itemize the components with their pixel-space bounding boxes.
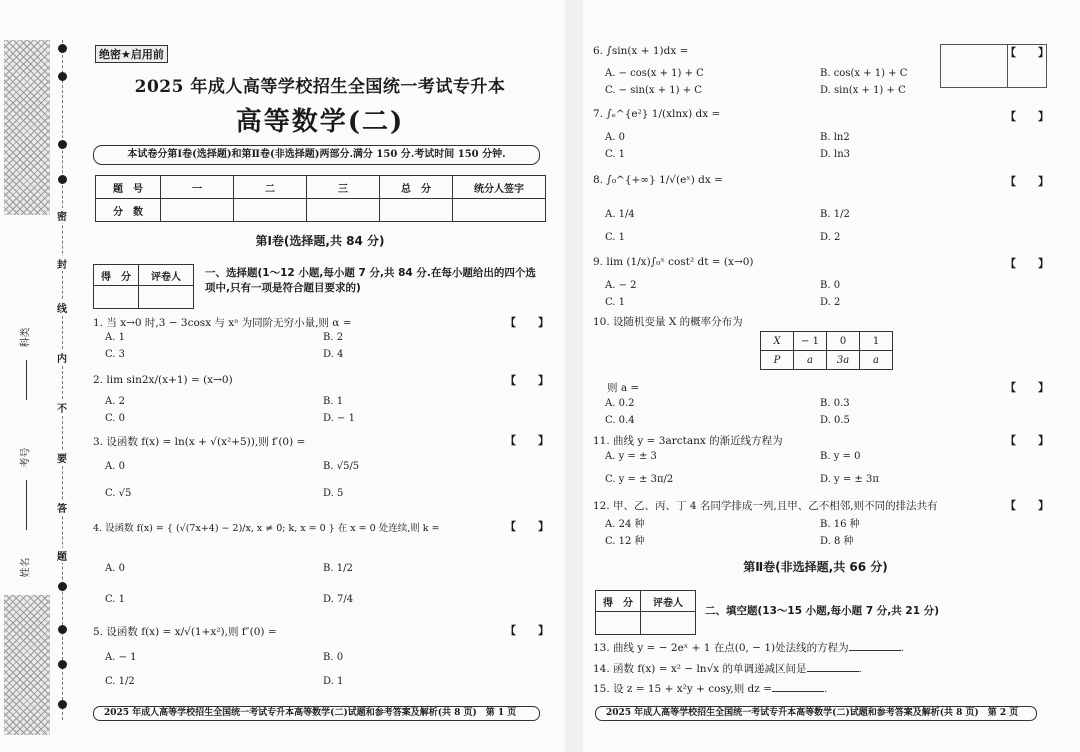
prob-cell: a xyxy=(794,351,827,370)
option: B. 1/2 xyxy=(323,563,353,574)
answer-blank[interactable] xyxy=(772,691,824,692)
option: D. 4 xyxy=(323,349,344,360)
binding-hole xyxy=(58,140,67,149)
option: B. y = 0 xyxy=(820,451,861,462)
option: B. 1 xyxy=(323,396,344,407)
question-stem: 9. lim (1/x)∫₀ˣ cost² dt = (x→0) xyxy=(593,256,754,268)
option: D. 5 xyxy=(323,488,344,499)
binding-hole xyxy=(58,72,67,81)
grader-person-label: 评卷人 xyxy=(641,591,696,612)
grader-box-1 xyxy=(93,264,194,309)
grader-score-cell[interactable] xyxy=(94,286,139,309)
grader-score-cell[interactable] xyxy=(596,612,641,635)
option: D. sin(x + 1) + C xyxy=(820,85,906,96)
binding-char: 封 xyxy=(57,256,67,271)
confidential-label: 绝密★启用前 xyxy=(95,45,168,63)
volume-1-title: 第Ⅰ卷(选择题,共 84 分) xyxy=(255,234,385,248)
score-header: 总 分 xyxy=(380,176,453,199)
answer-blank[interactable] xyxy=(807,671,859,672)
option: C. y = ± 3π/2 xyxy=(605,474,674,485)
section-2-header: 二、填空题(13～15 小题,每小题 7 分,共 21 分) xyxy=(705,605,939,617)
option: B. √5/5 xyxy=(323,461,360,472)
fill-stem: 13. 曲线 y = − 2eˣ + 1 在点(0, − 1)处法线的方程为 xyxy=(593,642,849,654)
answer-bracket[interactable]: 【 】 xyxy=(1005,110,1049,123)
grader-score-label: 得 分 xyxy=(94,265,139,286)
option: D. 1 xyxy=(323,676,344,687)
prob-cell: 1 xyxy=(860,332,893,351)
question-stem: 3. 设函数 f(x) = ln(x + √(x²+5)),则 f′(0) = xyxy=(93,436,306,448)
binding-line-1 xyxy=(26,360,27,400)
binding-char: 要 xyxy=(57,450,67,465)
score-cell[interactable] xyxy=(307,199,380,222)
prob-cell: a xyxy=(860,351,893,370)
option: C. 0 xyxy=(105,413,126,424)
score-cell[interactable] xyxy=(453,199,546,222)
prob-cell: X xyxy=(761,332,794,351)
option: D. − 1 xyxy=(323,413,355,424)
fill-stem: 15. 设 z = 15 + x²y + cosy,则 dz = xyxy=(593,683,772,695)
exam-subtitle: 高等数学(二) xyxy=(235,107,405,137)
answer-bracket[interactable]: 【 】 xyxy=(1005,381,1049,394)
option: C. 12 种 xyxy=(605,536,645,547)
question-then: 则 a = xyxy=(607,382,640,394)
answer-bracket[interactable]: 【 】 xyxy=(1005,46,1049,59)
option: A. − 1 xyxy=(105,652,137,663)
question-stem: 10. 设随机变量 X 的概率分布为 xyxy=(593,316,743,328)
section-1-header: 一、选择题(1～12 小题,每小题 7 分,共 84 分.在每小题给出的四个选项中,只有一项是符合题目要求的) xyxy=(205,267,536,294)
score-header: 二 xyxy=(234,176,307,199)
answer-bracket[interactable]: 【 】 xyxy=(1005,434,1049,447)
binding-hatch-bottom xyxy=(4,595,50,735)
binding-hatch-top xyxy=(4,40,50,215)
option: C. 0.4 xyxy=(605,415,635,426)
page-gutter xyxy=(565,0,583,752)
answer-bracket[interactable]: 【 】 xyxy=(1005,175,1049,188)
option: A. 24 种 xyxy=(605,519,645,530)
option: A. − 2 xyxy=(605,280,637,291)
score-header: 三 xyxy=(307,176,380,199)
score-header: 统分人签字 xyxy=(453,176,546,199)
score-cell[interactable] xyxy=(161,199,234,222)
grader-person-label: 评卷人 xyxy=(139,265,194,286)
binding-hole xyxy=(58,660,67,669)
binding-char: 内 xyxy=(57,350,67,365)
grader-person-cell[interactable] xyxy=(641,612,696,635)
page-footer-1: 2025 年成人高等学校招生全国统一考试专升本高等数学(二)试题和参考答案及解析(共 8 页) 第 1 页 xyxy=(93,706,540,721)
answer-blank[interactable] xyxy=(849,650,901,651)
fill-question: 15. 设 z = 15 + x²y + cosy,则 dz = . xyxy=(593,683,828,695)
option: C. 1 xyxy=(605,232,626,243)
option: B. 16 种 xyxy=(820,519,860,530)
exam-title: 2025 年成人高等学校招生全国统一考试专升本 xyxy=(134,77,506,97)
option: C. 3 xyxy=(105,349,126,360)
score-cell[interactable] xyxy=(380,199,453,222)
probability-table xyxy=(760,331,893,370)
option: B. 0 xyxy=(323,652,344,663)
option: A. 1 xyxy=(105,332,125,343)
answer-bracket[interactable]: 【 】 xyxy=(1005,499,1049,512)
score-row-label: 分 数 xyxy=(96,199,161,222)
answer-bracket[interactable]: 【 】 xyxy=(505,520,549,533)
option: C. 1/2 xyxy=(105,676,135,687)
option: C. 1 xyxy=(605,297,626,308)
option: B. cos(x + 1) + C xyxy=(820,68,908,79)
binding-char: 答 xyxy=(57,500,67,515)
binding-char: 密 xyxy=(57,208,67,223)
option: C. − sin(x + 1) + C xyxy=(605,85,702,96)
label-exam-no: 考号 xyxy=(20,447,32,468)
option: A. 2 xyxy=(105,396,125,407)
option: D. ln3 xyxy=(820,149,851,160)
score-header: 一 xyxy=(161,176,234,199)
option: A. 0 xyxy=(105,563,125,574)
fill-stem: 14. 函数 f(x) = x² − ln√x 的单调递减区间是 xyxy=(593,663,807,675)
option: D. 0.5 xyxy=(820,415,850,426)
answer-bracket[interactable]: 【 】 xyxy=(505,434,549,447)
answer-bracket[interactable]: 【 】 xyxy=(505,316,549,329)
option: B. 0.3 xyxy=(820,398,850,409)
score-header: 题 号 xyxy=(96,176,161,199)
answer-bracket[interactable]: 【 】 xyxy=(1005,257,1049,270)
binding-char: 线 xyxy=(57,300,67,315)
binding-hole xyxy=(58,582,67,591)
corner-box xyxy=(940,44,1008,88)
prob-cell: 0 xyxy=(827,332,860,351)
option: A. 0 xyxy=(605,132,625,143)
binding-hole xyxy=(58,625,67,634)
option: D. 7/4 xyxy=(323,594,354,605)
option: A. y = ± 3 xyxy=(605,451,657,462)
binding-hole xyxy=(58,700,67,709)
option: D. 8 种 xyxy=(820,536,854,547)
grader-score-label: 得 分 xyxy=(596,591,641,612)
question-stem: 12. 甲、乙、丙、丁 4 名同学排成一列,且甲、乙不相邻,则不同的排法共有 xyxy=(593,500,938,512)
question-stem: 6. ∫sin(x + 1)dx = xyxy=(593,45,689,57)
option: C. 1 xyxy=(105,594,126,605)
binding-hole xyxy=(58,44,67,53)
prob-cell: − 1 xyxy=(794,332,827,351)
option: C. √5 xyxy=(105,488,132,499)
option: C. 1 xyxy=(605,149,626,160)
answer-bracket[interactable]: 【 】 xyxy=(505,374,549,387)
prob-cell: P xyxy=(761,351,794,370)
option: B. 2 xyxy=(323,332,344,343)
option: D. 2 xyxy=(820,232,841,243)
option: A. 0.2 xyxy=(605,398,635,409)
option: B. 0 xyxy=(820,280,841,291)
question-stem: 4. 设函数 f(x) = { (√(7x+4) − 2)/x, x ≠ 0; k, x = 0 } 在 x = 0 处连续,则 k = xyxy=(93,523,440,534)
option: B. 1/2 xyxy=(820,209,850,220)
question-stem: 2. lim sin2x/(x+1) = (x→0) xyxy=(93,374,233,386)
option: D. 2 xyxy=(820,297,841,308)
score-table xyxy=(95,175,546,222)
binding-hole xyxy=(58,175,67,184)
option: A. − cos(x + 1) + C xyxy=(605,68,704,79)
volume-2-title: 第Ⅱ卷(非选择题,共 66 分) xyxy=(743,560,888,574)
binding-char: 题 xyxy=(57,548,67,563)
question-stem: 11. 曲线 y = 3arctanx 的渐近线方程为 xyxy=(593,435,783,447)
grader-box-2 xyxy=(595,590,696,635)
page-footer-2: 2025 年成人高等学校招生全国统一考试专升本高等数学(二)试题和参考答案及解析(共 8 页) 第 2 页 xyxy=(595,706,1037,721)
question-stem: 7. ∫ₑ^{e²} 1/(xlnx) dx = xyxy=(593,108,721,120)
option: A. 1/4 xyxy=(605,209,635,220)
fill-question: 13. 曲线 y = − 2eˣ + 1 在点(0, − 1)处法线的方程为 . xyxy=(593,642,904,654)
prob-cell: 3a xyxy=(827,351,860,370)
question-stem: 8. ∫₀^{+∞} 1/√(eˣ) dx = xyxy=(593,174,723,186)
option: A. 0 xyxy=(105,461,125,472)
exam-notice: 本试卷分第Ⅰ卷(选择题)和第Ⅱ卷(非选择题)两部分.满分 150 分.考试时间 150 分钟. xyxy=(93,145,540,165)
binding-line-2 xyxy=(26,480,27,530)
answer-bracket[interactable]: 【 】 xyxy=(505,624,549,637)
question-stem: 1. 当 x→0 时,3 − 3cosx 与 xᵃ 为同阶无穷小量,则 α = xyxy=(93,317,352,329)
option: D. y = ± 3π xyxy=(820,474,879,485)
label-subject: 科类 xyxy=(20,327,32,348)
grader-person-cell[interactable] xyxy=(139,286,194,309)
fill-question: 14. 函数 f(x) = x² − ln√x 的单调递减区间是 . xyxy=(593,663,862,675)
label-name: 姓名 xyxy=(20,557,32,578)
score-cell[interactable] xyxy=(234,199,307,222)
option: B. ln2 xyxy=(820,132,850,143)
binding-char: 不 xyxy=(57,400,67,415)
question-stem: 5. 设函数 f(x) = x/√(1+x²),则 f″(0) = xyxy=(93,626,277,638)
